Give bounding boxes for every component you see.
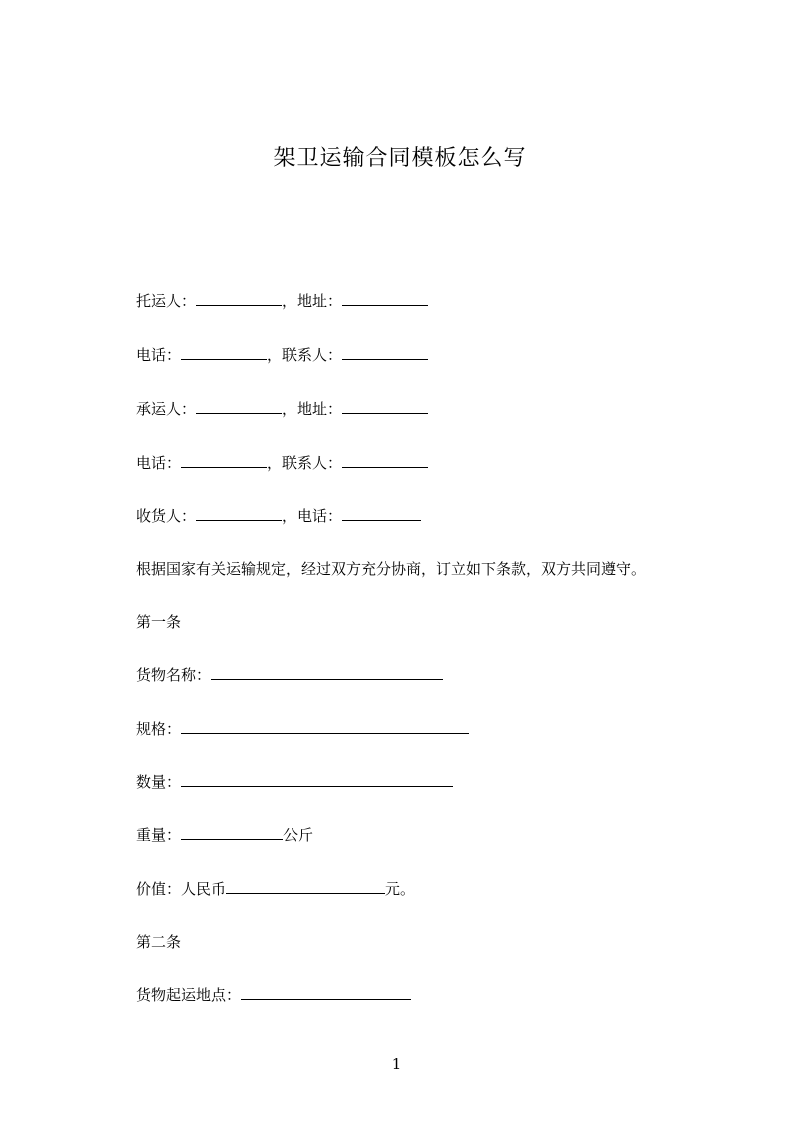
shipper-phone-blank[interactable] xyxy=(181,345,267,360)
separator: ， xyxy=(282,292,298,310)
separator: ， xyxy=(267,454,283,472)
value-unit: 元。 xyxy=(385,880,416,898)
consignee-line xyxy=(136,506,421,526)
carrier-phone-blank[interactable] xyxy=(181,453,267,468)
article-1-heading: 第一条 xyxy=(136,613,182,631)
value-line xyxy=(136,879,415,899)
shipper-address-blank[interactable] xyxy=(342,291,428,306)
carrier-line xyxy=(136,399,428,419)
shipper-blank[interactable] xyxy=(196,291,282,306)
phone-label: 电话： xyxy=(136,346,182,364)
goods-name-line xyxy=(136,665,443,685)
quantity-blank[interactable] xyxy=(181,772,453,787)
contact-label: 联系人： xyxy=(282,454,343,472)
spec-blank[interactable] xyxy=(181,719,469,734)
weight-unit: 公斤 xyxy=(283,826,314,844)
address-label: 地址： xyxy=(297,292,343,310)
separator: ， xyxy=(282,507,298,525)
consignee-label: 收货人： xyxy=(136,507,197,525)
shipper-line xyxy=(136,291,428,311)
separator: ， xyxy=(282,400,298,418)
weight-blank[interactable] xyxy=(181,825,283,840)
origin-blank[interactable] xyxy=(241,985,411,1000)
address-label: 地址： xyxy=(297,400,343,418)
origin-label: 货物起运地点： xyxy=(136,986,242,1004)
shipper-phone-line xyxy=(136,345,428,365)
quantity-label: 数量： xyxy=(136,773,182,791)
consignee-phone-blank[interactable] xyxy=(342,506,421,521)
value-label: 价值：人民币 xyxy=(136,880,227,898)
carrier-contact-blank[interactable] xyxy=(342,453,428,468)
goods-name-label: 货物名称： xyxy=(136,666,212,684)
origin-line xyxy=(136,985,411,1005)
spec-line xyxy=(136,719,469,739)
phone-label: 电话： xyxy=(136,454,182,472)
page-number: 1 xyxy=(391,1055,402,1073)
contact-label: 联系人： xyxy=(282,346,343,364)
spec-label: 规格： xyxy=(136,720,182,738)
carrier-blank[interactable] xyxy=(196,399,282,414)
shipper-label: 托运人： xyxy=(136,292,197,310)
consignee-blank[interactable] xyxy=(196,506,282,521)
separator: ， xyxy=(267,346,283,364)
carrier-label: 承运人： xyxy=(136,400,197,418)
shipper-contact-blank[interactable] xyxy=(342,345,428,360)
article-2-heading: 第二条 xyxy=(136,933,182,951)
weight-label: 重量： xyxy=(136,826,182,844)
goods-name-blank[interactable] xyxy=(211,665,443,680)
document-title: 架卫运输合同模板怎么写 xyxy=(273,146,527,171)
weight-line xyxy=(136,825,313,845)
intro-paragraph: 根据国家有关运输规定，经过双方充分协商，订立如下条款，双方共同遵守。 xyxy=(136,560,647,578)
carrier-phone-line xyxy=(136,453,428,473)
value-blank[interactable] xyxy=(226,879,385,894)
carrier-address-blank[interactable] xyxy=(342,399,428,414)
quantity-line xyxy=(136,772,453,792)
phone-label: 电话： xyxy=(297,507,343,525)
